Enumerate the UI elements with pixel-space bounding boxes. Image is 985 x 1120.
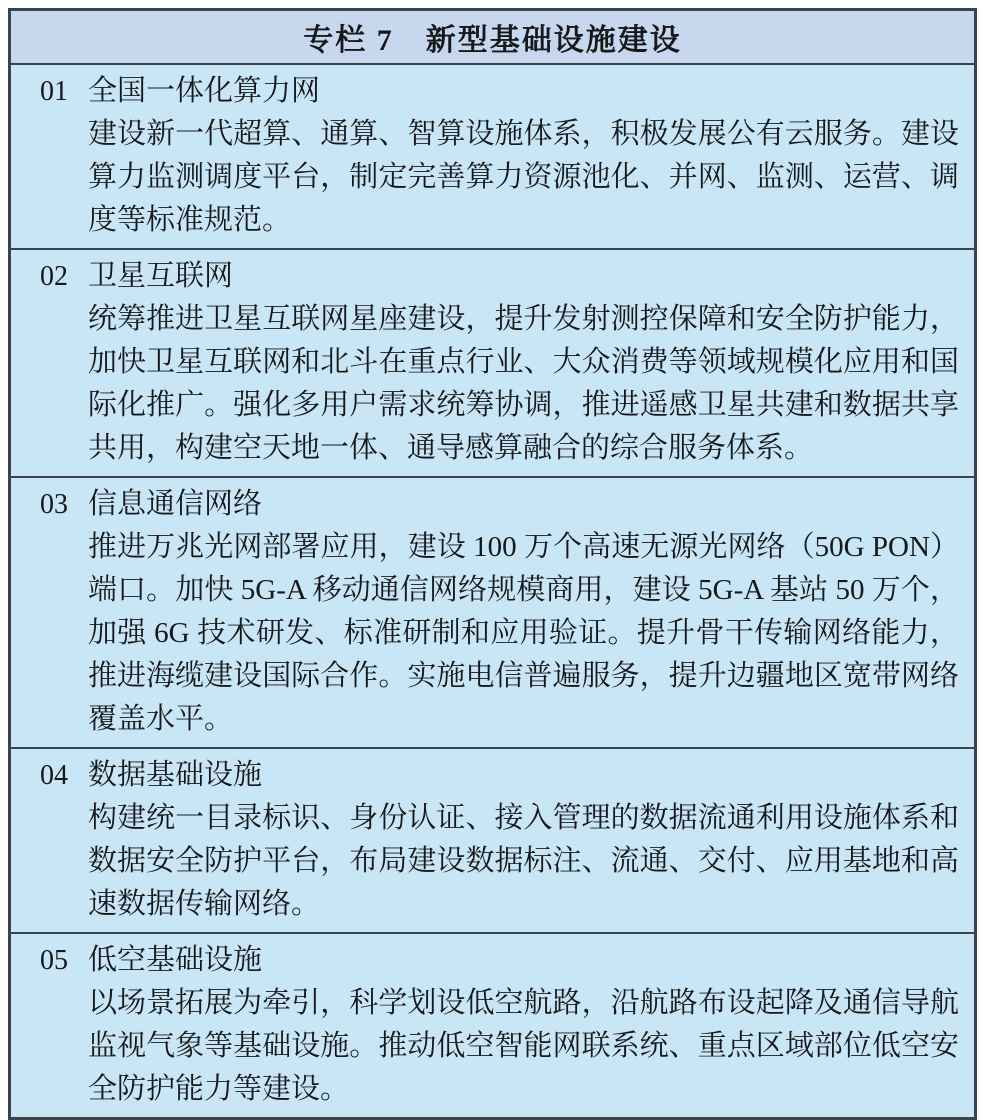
section-content	[88, 939, 974, 1111]
section-content	[88, 255, 974, 470]
section-content	[88, 70, 974, 242]
box-title: 专栏 7 新型基础设施建设	[11, 11, 974, 65]
section-row	[11, 250, 974, 478]
section-number: 01	[40, 76, 68, 107]
section-title: 数据基础设施	[88, 759, 263, 791]
section-number: 03	[40, 489, 68, 520]
section-row	[11, 478, 974, 749]
section-title: 卫星互联网	[88, 260, 234, 292]
section-row	[11, 749, 974, 934]
section-row	[11, 934, 974, 1117]
section-body: 建设新一代超算、通算、智算设施体系，积极发展公有云服务。建设算力监测调度平台，制定完善算力资源池化、并网、监测、运营、调度等标准规范。	[88, 118, 959, 236]
section-body: 推进万兆光网部署应用，建设 100 万个高速无源光网络（50G PON）端口。加快 5G-A 移动通信网络规模商用，建设 5G-A 基站 50 万个，加强 6G 技术研发、标准研制和应用验证。提升骨干传输网络能力，推进海缆建设国际合作。实施电信普遍服务，提升边疆地区宽带网络覆盖水平。	[88, 531, 959, 735]
section-number: 04	[40, 760, 68, 791]
infrastructure-box	[8, 8, 977, 1120]
section-title: 低空基础设施	[88, 944, 263, 976]
section-content	[88, 483, 974, 741]
section-content	[88, 754, 974, 926]
section-number: 05	[40, 945, 68, 976]
section-row	[11, 65, 974, 250]
section-title: 信息通信网络	[88, 488, 263, 520]
section-title: 全国一体化算力网	[88, 75, 321, 107]
section-body: 构建统一目录标识、身份认证、接入管理的数据流通利用设施体系和数据安全防护平台，布局建设数据标注、流通、交付、应用基地和高速数据传输网络。	[88, 802, 959, 920]
section-number: 02	[40, 261, 68, 292]
section-body: 统筹推进卫星互联网星座建设，提升发射测控保障和安全防护能力，加快卫星互联网和北斗在重点行业、大众消费等领域规模化应用和国际化推广。强化多用户需求统筹协调，推进遥感卫星共建和数据共享共用，构建空天地一体、通导感算融合的综合服务体系。	[88, 303, 959, 464]
section-body: 以场景拓展为牵引，科学划设低空航路，沿航路布设起降及通信导航监视气象等基础设施。推动低空智能网联系统、重点区域部位低空安全防护能力等建设。	[88, 987, 959, 1105]
